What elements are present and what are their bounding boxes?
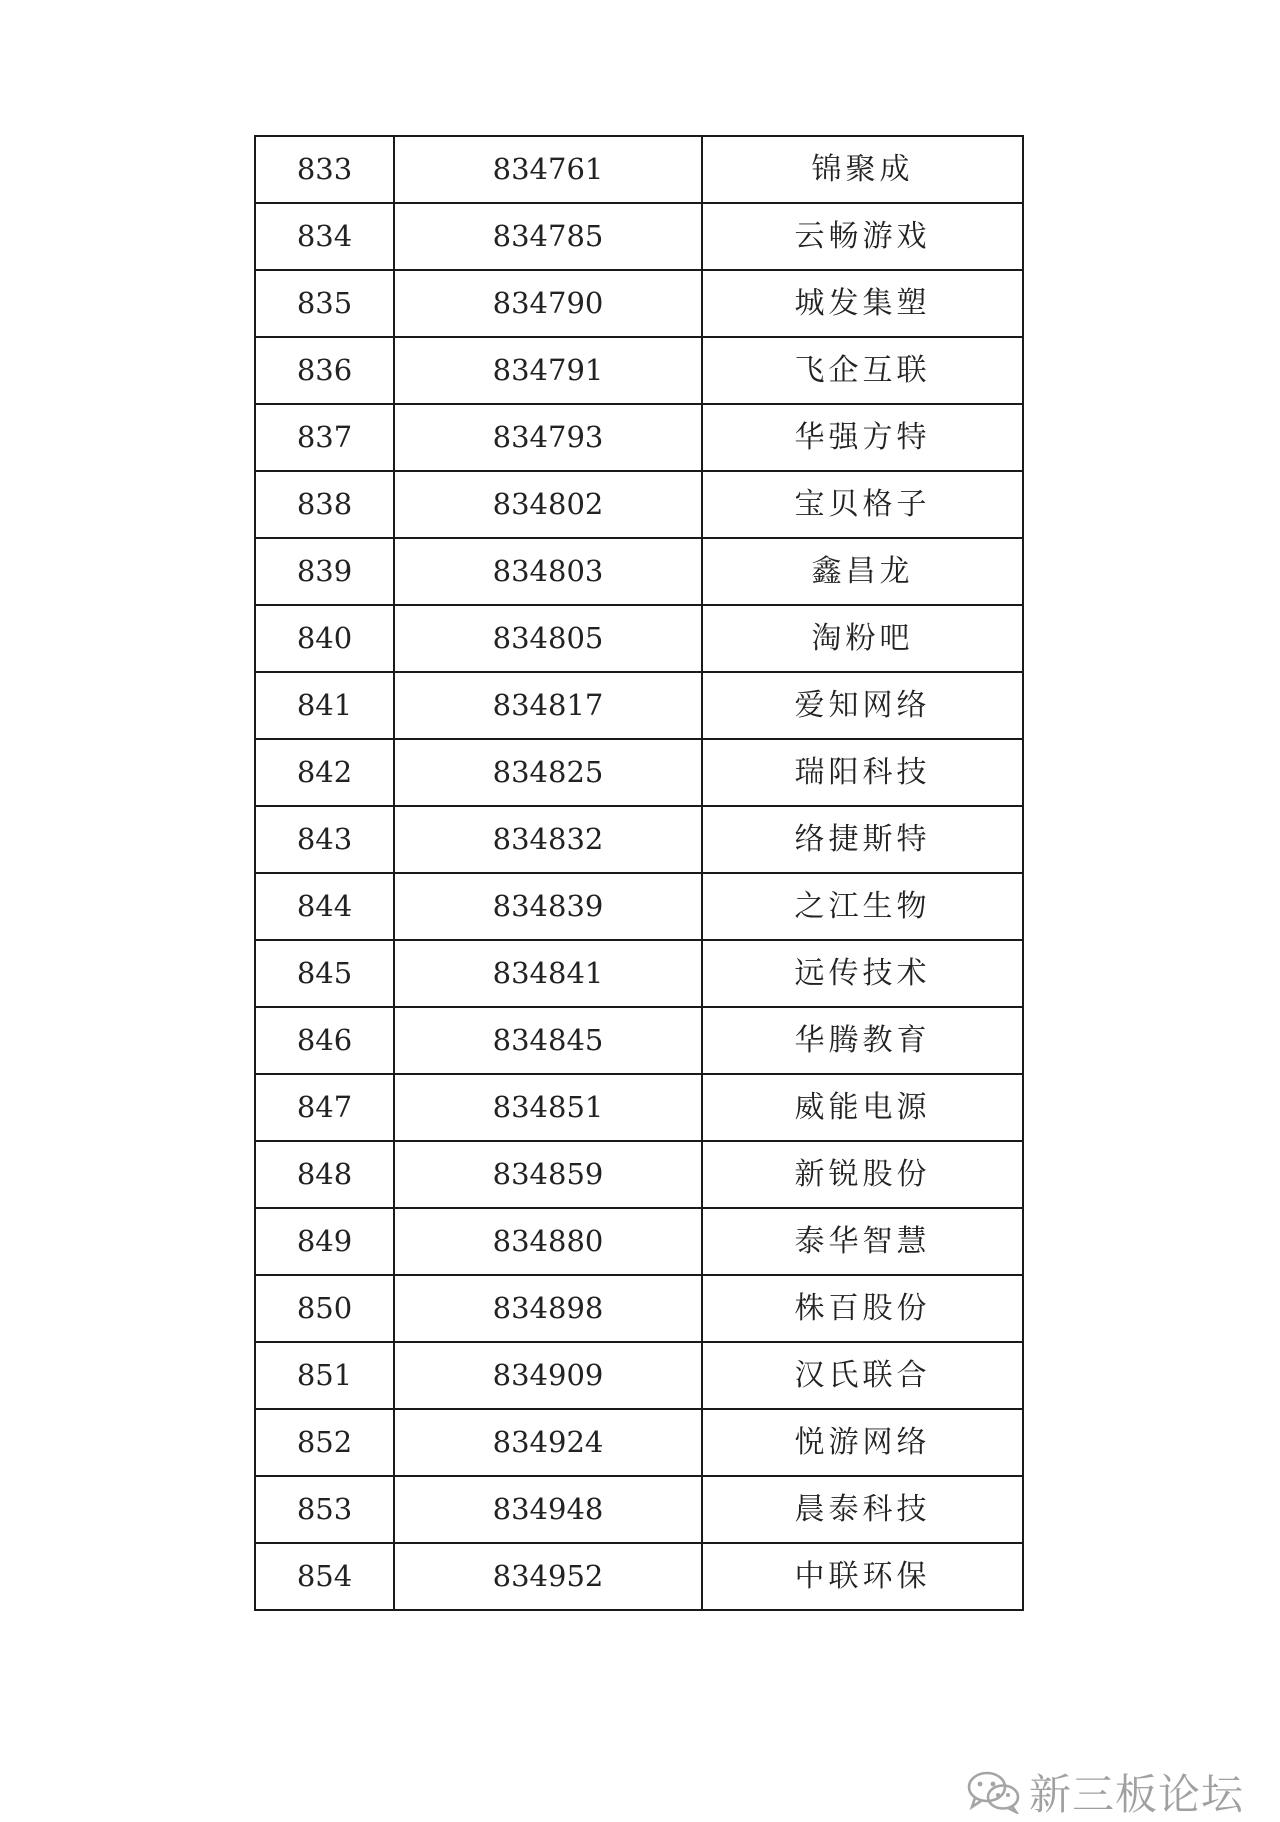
- company-name-cell: 锦聚成: [702, 136, 1023, 203]
- stock-code-cell: 834791: [394, 337, 702, 404]
- stock-code-cell: 834785: [394, 203, 702, 270]
- company-name-cell: 远传技术: [702, 940, 1023, 1007]
- sequence-cell: 846: [255, 1007, 394, 1074]
- watermark-text: 新三板论坛: [1028, 1770, 1244, 1819]
- stock-code-cell: 834802: [394, 471, 702, 538]
- stock-code-cell: 834859: [394, 1141, 702, 1208]
- stock-code-cell: 834803: [394, 538, 702, 605]
- sequence-cell: 850: [255, 1275, 394, 1342]
- stock-code-cell: 834832: [394, 806, 702, 873]
- table-row: [255, 940, 1023, 1007]
- sequence-cell: 837: [255, 404, 394, 471]
- table-row: [255, 1275, 1023, 1342]
- stock-code-cell: 834790: [394, 270, 702, 337]
- sequence-cell: 842: [255, 739, 394, 806]
- watermark: [965, 1762, 1244, 1822]
- sequence-cell: 835: [255, 270, 394, 337]
- sequence-cell: 840: [255, 605, 394, 672]
- company-name-cell: 新锐股份: [702, 1141, 1023, 1208]
- stock-code-cell: 834952: [394, 1543, 702, 1610]
- table-row: [255, 136, 1023, 203]
- stock-code-cell: 834948: [394, 1476, 702, 1543]
- sequence-cell: 836: [255, 337, 394, 404]
- table-row: [255, 605, 1023, 672]
- table-row: [255, 1141, 1023, 1208]
- sequence-cell: 848: [255, 1141, 394, 1208]
- company-name-cell: 华强方特: [702, 404, 1023, 471]
- wechat-icon: [965, 1770, 1023, 1814]
- company-name-cell: 宝贝格子: [702, 471, 1023, 538]
- company-name-cell: 城发集塑: [702, 270, 1023, 337]
- company-name-cell: 瑞阳科技: [702, 739, 1023, 806]
- table-row: [255, 538, 1023, 605]
- sequence-cell: 845: [255, 940, 394, 1007]
- table-row: [255, 337, 1023, 404]
- table-row: [255, 672, 1023, 739]
- company-name-cell: 株百股份: [702, 1275, 1023, 1342]
- table-row: [255, 739, 1023, 806]
- company-name-cell: 鑫昌龙: [702, 538, 1023, 605]
- sequence-cell: 853: [255, 1476, 394, 1543]
- table-row: [255, 471, 1023, 538]
- sequence-cell: 843: [255, 806, 394, 873]
- sequence-cell: 851: [255, 1342, 394, 1409]
- table-body: [255, 136, 1023, 1610]
- company-name-cell: 威能电源: [702, 1074, 1023, 1141]
- stock-code-cell: 834839: [394, 873, 702, 940]
- table-row: [255, 203, 1023, 270]
- stock-code-cell: 834880: [394, 1208, 702, 1275]
- company-name-cell: 晨泰科技: [702, 1476, 1023, 1543]
- company-name-cell: 之江生物: [702, 873, 1023, 940]
- sequence-cell: 833: [255, 136, 394, 203]
- table-row: [255, 1007, 1023, 1074]
- table-row: [255, 806, 1023, 873]
- sequence-cell: 844: [255, 873, 394, 940]
- table-row: [255, 873, 1023, 940]
- stock-code-cell: 834851: [394, 1074, 702, 1141]
- sequence-cell: 838: [255, 471, 394, 538]
- stock-code-cell: 834817: [394, 672, 702, 739]
- table-row: [255, 270, 1023, 337]
- sequence-cell: 839: [255, 538, 394, 605]
- stock-code-cell: 834909: [394, 1342, 702, 1409]
- stock-code-cell: 834845: [394, 1007, 702, 1074]
- company-name-cell: 爱知网络: [702, 672, 1023, 739]
- company-name-cell: 泰华智慧: [702, 1208, 1023, 1275]
- stock-code-cell: 834825: [394, 739, 702, 806]
- sequence-cell: 849: [255, 1208, 394, 1275]
- company-name-cell: 汉氏联合: [702, 1342, 1023, 1409]
- table-row: [255, 1543, 1023, 1610]
- sequence-cell: 841: [255, 672, 394, 739]
- company-name-cell: 络捷斯特: [702, 806, 1023, 873]
- sequence-cell: 834: [255, 203, 394, 270]
- company-name-cell: 云畅游戏: [702, 203, 1023, 270]
- stock-code-cell: 834793: [394, 404, 702, 471]
- table-row: [255, 1476, 1023, 1543]
- table-row: [255, 1409, 1023, 1476]
- table-row: [255, 1074, 1023, 1141]
- company-name-cell: 中联环保: [702, 1543, 1023, 1610]
- stock-code-cell: 834924: [394, 1409, 702, 1476]
- company-name-cell: 飞企互联: [702, 337, 1023, 404]
- table-row: [255, 1342, 1023, 1409]
- table-row: [255, 404, 1023, 471]
- company-list-table: [254, 135, 1024, 1611]
- stock-code-cell: 834805: [394, 605, 702, 672]
- stock-code-cell: 834898: [394, 1275, 702, 1342]
- stock-code-cell: 834841: [394, 940, 702, 1007]
- company-name-cell: 华腾教育: [702, 1007, 1023, 1074]
- company-name-cell: 悦游网络: [702, 1409, 1023, 1476]
- sequence-cell: 854: [255, 1543, 394, 1610]
- sequence-cell: 847: [255, 1074, 394, 1141]
- company-name-cell: 淘粉吧: [702, 605, 1023, 672]
- sequence-cell: 852: [255, 1409, 394, 1476]
- table-row: [255, 1208, 1023, 1275]
- stock-code-cell: 834761: [394, 136, 702, 203]
